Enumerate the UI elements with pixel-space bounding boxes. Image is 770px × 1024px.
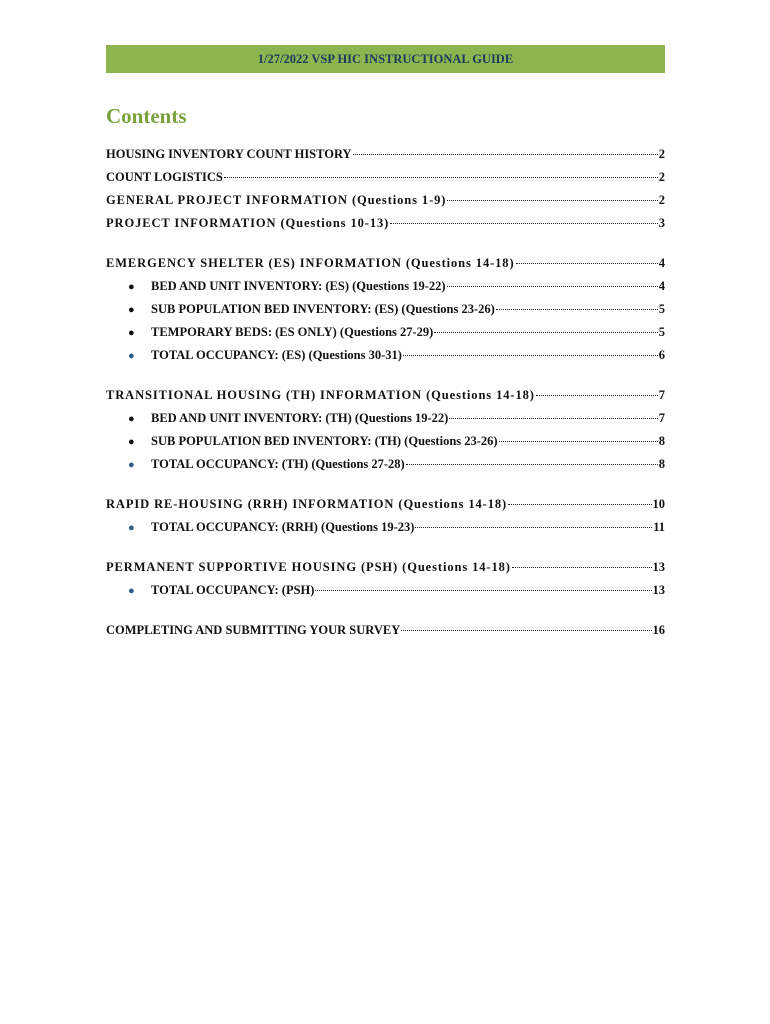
toc-entry-page: 5: [658, 302, 665, 316]
toc-entry-page: 2: [658, 147, 665, 161]
header-title: 1/27/2022 VSP HIC INSTRUCTIONAL GUIDE: [257, 51, 514, 66]
toc-entry-page: 2: [658, 193, 665, 207]
toc-entry-page: 7: [658, 411, 665, 425]
toc-entry-general-project-information[interactable]: [106, 193, 665, 216]
toc-entry-label: TOTAL OCCUPANCY: (TH) (Questions 27-28): [151, 457, 405, 471]
toc-entry-label: TOTAL OCCUPANCY: (RRH) (Questions 19-23): [151, 520, 415, 534]
dot-leader: [508, 504, 651, 505]
toc-entry-completing-and-submitting[interactable]: [106, 623, 665, 646]
dot-leader: [496, 309, 658, 310]
dot-leader: [401, 630, 651, 631]
dot-leader: [415, 527, 652, 528]
toc-entry-label: EMERGENCY SHELTER (ES) INFORMATION (Questions 14-18): [106, 256, 515, 270]
bullet-icon: ●: [128, 413, 135, 425]
dot-leader: [315, 590, 651, 591]
toc-entry-permanent-supportive-housing[interactable]: [106, 560, 665, 583]
toc-entry-label: BED AND UNIT INVENTORY: (TH) (Questions 19-22): [151, 411, 449, 425]
toc-entry-label: PERMANENT SUPPORTIVE HOUSING (PSH) (Questions 14-18): [106, 560, 511, 574]
toc-entry-count-logistics[interactable]: [106, 170, 665, 193]
toc-entry-page: 8: [658, 457, 665, 471]
dot-leader: [390, 223, 658, 224]
toc-entry-page: 13: [652, 583, 665, 597]
dot-leader: [536, 395, 658, 396]
bullet-icon: ●: [128, 327, 135, 339]
toc-entry-page: 3: [658, 216, 665, 230]
toc-entry-page: 16: [652, 623, 665, 637]
dot-leader: [447, 286, 658, 287]
toc-entry-page: 4: [658, 256, 665, 270]
toc-entry-page: 8: [658, 434, 665, 448]
toc-entry-project-information[interactable]: [106, 216, 665, 239]
dot-leader: [447, 200, 657, 201]
toc-entry-es-bed-and-unit-inventory[interactable]: [106, 279, 665, 302]
toc-entry-th-total-occupancy[interactable]: [106, 457, 665, 480]
bullet-icon: ●: [128, 281, 135, 293]
toc-entry-transitional-housing-information[interactable]: [106, 388, 665, 411]
toc-entry-rrh-total-occupancy[interactable]: [106, 520, 665, 543]
bullet-icon: ●: [128, 459, 135, 471]
toc-entry-es-sub-population-bed-inventory[interactable]: [106, 302, 665, 325]
dot-leader: [449, 418, 657, 419]
toc-entry-page: 13: [652, 560, 665, 574]
dot-leader: [224, 177, 658, 178]
toc-entry-page: 4: [658, 279, 665, 293]
toc-entry-label: TRANSITIONAL HOUSING (TH) INFORMATION (Questions 14-18): [106, 388, 535, 402]
dot-leader: [403, 355, 658, 356]
toc-entry-es-temporary-beds[interactable]: [106, 325, 665, 348]
toc-entry-label: SUB POPULATION BED INVENTORY: (ES) (Questions 23-26): [151, 302, 495, 316]
toc-entry-label: COMPLETING AND SUBMITTING YOUR SURVEY: [106, 623, 401, 637]
contents-heading: Contents: [106, 104, 187, 128]
toc-entry-page: 6: [658, 348, 665, 362]
dot-leader: [353, 154, 658, 155]
toc-entry-page: 5: [658, 325, 665, 339]
dot-leader: [516, 263, 658, 264]
toc-entry-page: 2: [658, 170, 665, 184]
toc-entry-page: 11: [653, 520, 665, 534]
toc-entry-label: SUB POPULATION BED INVENTORY: (TH) (Questions 23-26): [151, 434, 498, 448]
toc-entry-label: BED AND UNIT INVENTORY: (ES) (Questions 19-22): [151, 279, 446, 293]
toc-entry-label: COUNT LOGISTICS: [106, 170, 223, 184]
toc-entry-label: HOUSING INVENTORY COUNT HISTORY: [106, 147, 352, 161]
toc-entry-th-sub-population-bed-inventory[interactable]: [106, 434, 665, 457]
toc-entry-psh-total-occupancy[interactable]: [106, 583, 665, 606]
bullet-icon: ●: [128, 350, 135, 362]
dot-leader: [434, 332, 657, 333]
toc-entry-label: TOTAL OCCUPANCY: (ES) (Questions 30-31): [151, 348, 402, 362]
toc-entry-label: TOTAL OCCUPANCY: (PSH): [151, 583, 315, 597]
toc-entry-rapid-re-housing-information[interactable]: [106, 497, 665, 520]
table-of-contents: [106, 147, 665, 646]
bullet-icon: ●: [128, 304, 135, 316]
dot-leader: [512, 567, 652, 568]
toc-entry-label: PROJECT INFORMATION (Questions 10-13): [106, 216, 390, 230]
toc-entry-emergency-shelter-information[interactable]: [106, 256, 665, 279]
toc-entry-label: RAPID RE-HOUSING (RRH) INFORMATION (Questions 14-18): [106, 497, 508, 511]
toc-entry-th-bed-and-unit-inventory[interactable]: [106, 411, 665, 434]
bullet-icon: ●: [128, 522, 135, 534]
toc-entry-housing-inventory-count-history[interactable]: [106, 147, 665, 170]
toc-entry-label: TEMPORARY BEDS: (ES ONLY) (Questions 27-29): [151, 325, 434, 339]
toc-entry-es-total-occupancy[interactable]: [106, 348, 665, 371]
dot-leader: [406, 464, 658, 465]
header-bar: [106, 45, 665, 73]
bullet-icon: ●: [128, 436, 135, 448]
dot-leader: [499, 441, 658, 442]
toc-entry-label: GENERAL PROJECT INFORMATION (Questions 1-9): [106, 193, 447, 207]
toc-entry-page: 7: [658, 388, 665, 402]
bullet-icon: ●: [128, 585, 135, 597]
toc-entry-page: 10: [652, 497, 665, 511]
